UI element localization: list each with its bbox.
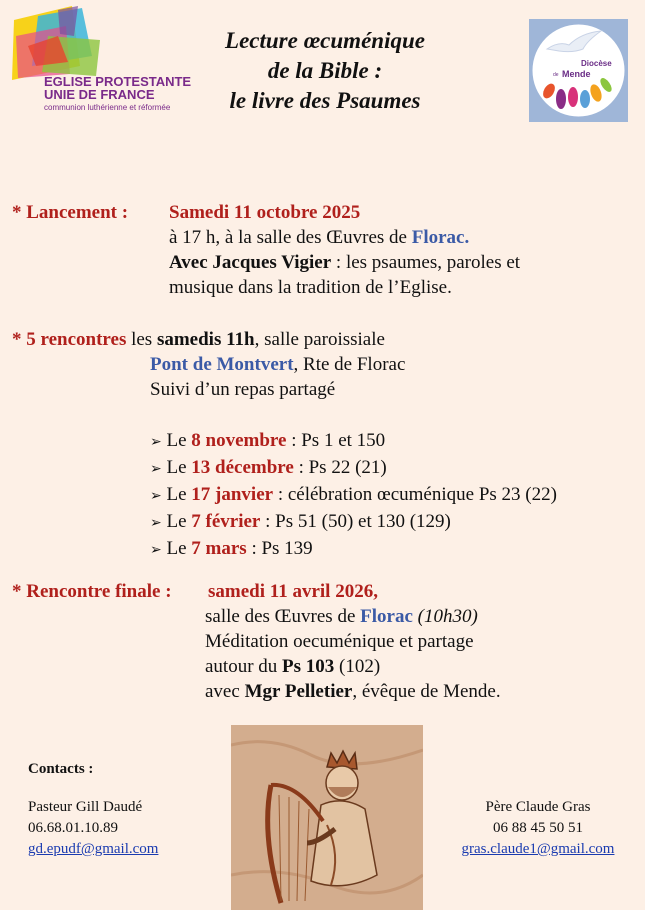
final-label: * Rencontre finale : xyxy=(12,581,172,602)
meetings-line-2: Pont de Montvert, Rte de Florac xyxy=(150,354,406,375)
mende-logo-line1: Diocèse xyxy=(581,59,612,68)
mende-logo-line2: Mende xyxy=(562,69,591,79)
epudf-logo-line2: UNIE DE FRANCE xyxy=(44,87,155,102)
meetings-schedule-list xyxy=(150,428,557,563)
contact-right-phone: 06 88 45 50 51 xyxy=(493,820,583,836)
meetings-label: * 5 rencontres xyxy=(12,329,127,350)
arrow-bullet-icon: ➢ xyxy=(150,434,162,450)
list-item: ➢ Le 8 novembre : Ps 1 et 150 xyxy=(150,430,386,451)
contact-left-name: Pasteur Gill Daudé xyxy=(28,799,143,815)
title-line-2: de la Bible : xyxy=(267,58,383,83)
meetings-line-3: Suivi d’un repas partagé xyxy=(150,379,336,400)
launch-description: musique dans la tradition de l’Eglise. xyxy=(169,277,452,298)
mende-logo-small: de xyxy=(553,72,559,78)
king-david-harp-fresco xyxy=(231,725,423,910)
epudf-logo-line1: EGLISE PROTESTANTE xyxy=(44,74,192,89)
arrow-bullet-icon: ➢ xyxy=(150,515,162,531)
final-line-3: Méditation oecuménique et partage xyxy=(205,631,474,652)
meetings-place: Pont de Montvert xyxy=(150,354,294,375)
final-date: samedi 11 avril 2026, xyxy=(208,581,378,602)
contacts-heading: Contacts : xyxy=(28,761,94,777)
final-place: Florac xyxy=(360,606,413,627)
launch-place: Florac. xyxy=(411,227,470,248)
launch-venue: à 17 h, à la salle des Œuvres de Florac. xyxy=(169,227,470,248)
contact-left-email-link[interactable]: gd.epudf@gmail.com xyxy=(28,841,159,857)
list-item: ➢ Le 17 janvier : célébration œcuménique Ps 23 (22) xyxy=(150,484,557,505)
contact-right-email-link[interactable]: gras.claude1@gmail.com xyxy=(461,841,615,857)
contact-right xyxy=(448,797,628,860)
launch-speaker: Avec Jacques Vigier : les psaumes, paroles et xyxy=(169,252,521,273)
final-line-4: autour du Ps 103 (102) xyxy=(205,656,381,677)
launch-date: Samedi 11 octobre 2025 xyxy=(169,202,361,223)
epudf-logo-line3: communion luthérienne et réformée xyxy=(44,103,171,112)
diocese-mende-logo xyxy=(529,19,628,122)
list-item: ➢ Le 13 décembre : Ps 22 (21) xyxy=(150,457,387,478)
speaker-name: Avec Jacques Vigier xyxy=(169,252,332,273)
final-line-5: avec Mgr Pelletier, évêque de Mende. xyxy=(205,681,501,702)
title-line-3: le livre des Psaumes xyxy=(229,88,421,113)
contact-left xyxy=(28,797,158,860)
arrow-bullet-icon: ➢ xyxy=(150,542,162,558)
title-line-1: Lecture œcuménique xyxy=(225,28,425,53)
launch-label: * Lancement : xyxy=(12,202,129,223)
contact-right-name: Père Claude Gras xyxy=(485,799,591,815)
arrow-bullet-icon: ➢ xyxy=(150,488,162,504)
final-venue: salle des Œuvres de Florac (10h30) xyxy=(205,606,478,627)
list-item: ➢ Le 7 mars : Ps 139 xyxy=(150,538,313,559)
meetings-line-1: * 5 rencontres les samedis 11h, salle paroissiale xyxy=(12,329,385,350)
list-item: ➢ Le 7 février : Ps 51 (50) et 130 (129) xyxy=(150,511,451,532)
arrow-bullet-icon: ➢ xyxy=(150,461,162,477)
contact-left-phone: 06.68.01.10.89 xyxy=(28,820,118,836)
page-title xyxy=(160,26,490,116)
final-time: (10h30) xyxy=(417,606,478,627)
